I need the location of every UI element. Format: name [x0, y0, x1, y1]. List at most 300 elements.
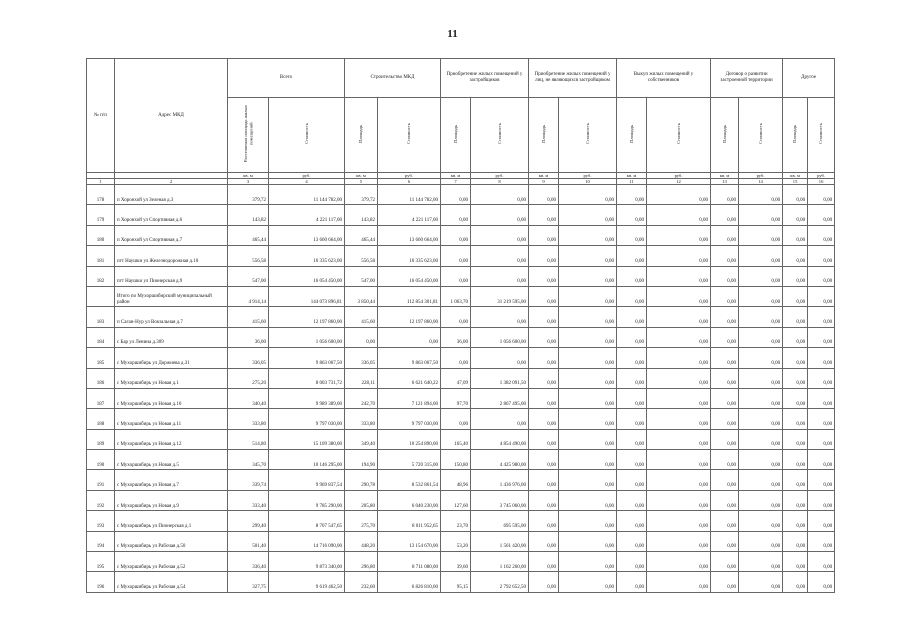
row-value: 0,00: [711, 572, 739, 592]
row-value: 336,40: [228, 552, 269, 572]
row-value: 0,00: [783, 327, 808, 347]
header-area: Площадь: [529, 98, 559, 173]
row-value: 0,00: [808, 185, 835, 205]
row-value: 4 221 117,00: [378, 205, 441, 225]
row-value: 0,00: [711, 327, 739, 347]
unit-cell: кв. м: [617, 173, 647, 179]
row-value: 0,00: [808, 490, 835, 510]
row-address: с Бар ул Ленина д.309: [115, 327, 228, 347]
table-row: [87, 450, 835, 470]
row-value: 0,00: [529, 409, 559, 429]
row-value: 0,00: [441, 307, 471, 327]
column-number: 9: [529, 179, 559, 185]
row-value: 0,00: [647, 511, 711, 531]
row-value: 0,00: [783, 552, 808, 572]
row-index: 185: [87, 348, 115, 368]
row-value: 0,00: [529, 388, 559, 408]
row-value: 336,05: [228, 348, 269, 368]
row-value: 0,00: [739, 307, 783, 327]
row-value: 0,00: [647, 307, 711, 327]
row-value: 23,70: [441, 511, 471, 531]
row-value: 194,90: [345, 450, 378, 470]
row-value: 0,00: [711, 286, 739, 306]
row-value: 0,00: [783, 450, 808, 470]
row-value: 0,00: [559, 205, 617, 225]
row-value: 0,00: [529, 225, 559, 245]
row-value: 0,00: [647, 409, 711, 429]
row-value: 0,00: [617, 246, 647, 266]
row-value: 1 162 260,00: [471, 552, 529, 572]
row-value: 0,00: [617, 307, 647, 327]
header-group-development-contract: Договор о развитии застроенной территории: [711, 59, 783, 98]
column-number: 11: [617, 179, 647, 185]
row-address: с Мухоршибирь ул Новая д.11: [115, 409, 228, 429]
row-value: 501,40: [228, 531, 269, 551]
row-value: 9 785 290,00: [269, 490, 345, 510]
row-value: 0,00: [617, 429, 647, 449]
row-value: 0,00: [529, 348, 559, 368]
table-row: [87, 409, 835, 429]
row-value: 299,40: [228, 511, 269, 531]
row-value: 39,60: [441, 552, 471, 572]
row-address: пгт Наушки ул Железнодорожная д.10: [115, 246, 228, 266]
row-value: 0,00: [529, 266, 559, 286]
table-row: [87, 388, 835, 408]
row-value: 1 063,70: [441, 286, 471, 306]
row-value: 0,00: [808, 286, 835, 306]
row-value: 0,00: [739, 246, 783, 266]
row-value: 0,00: [647, 246, 711, 266]
column-number: 14: [739, 179, 783, 185]
row-index: 181: [87, 246, 115, 266]
row-value: 0,00: [711, 429, 739, 449]
row-value: 0,00: [739, 409, 783, 429]
row-value: 0,00: [441, 185, 471, 205]
row-value: 0,00: [647, 205, 711, 225]
row-value: 0,00: [739, 225, 783, 245]
table-row: [87, 470, 835, 490]
header-area: Площадь: [783, 98, 808, 173]
row-index: 180: [87, 225, 115, 245]
row-value: 14 716 090,00: [269, 531, 345, 551]
row-value: 8 011 952,65: [378, 511, 441, 531]
row-value: 547,00: [345, 266, 378, 286]
row-index: 190: [87, 450, 115, 470]
row-value: 0,00: [471, 185, 529, 205]
row-value: 31 219 595,00: [471, 286, 529, 306]
row-value: 0,00: [471, 246, 529, 266]
row-address: с Мухоршибирь ул Рабочая д.50: [115, 531, 228, 551]
row-value: 0,00: [711, 307, 739, 327]
unit-cell: кв. м: [441, 173, 471, 179]
row-value: 205,80: [345, 490, 378, 510]
row-value: 8 707 547,65: [269, 511, 345, 531]
row-value: 0,00: [711, 490, 739, 510]
row-value: 4 854 490,00: [471, 429, 529, 449]
row-value: 0,00: [739, 450, 783, 470]
row-value: 0,00: [783, 205, 808, 225]
row-value: 0,00: [739, 327, 783, 347]
row-value: 333,80: [228, 409, 269, 429]
row-value: 556,58: [345, 246, 378, 266]
row-value: 0,00: [617, 205, 647, 225]
unit-cell: руб.: [647, 173, 711, 179]
column-number: 12: [647, 179, 711, 185]
row-value: 0,00: [739, 511, 783, 531]
unit-cell: кв. м: [783, 173, 808, 179]
table-row: [87, 429, 835, 449]
row-value: 0,00: [441, 266, 471, 286]
row-value: 6 826 810,00: [378, 572, 441, 592]
row-value: 0,00: [471, 307, 529, 327]
row-value: 0,00: [647, 327, 711, 347]
row-value: 0,00: [783, 531, 808, 551]
row-value: 10 146 295,00: [269, 450, 345, 470]
row-value: 1 056 600,00: [471, 327, 529, 347]
row-value: 0,00: [529, 511, 559, 531]
header-total-area: Расселяемая площадь жилых помещений: [228, 98, 269, 173]
row-value: 97,70: [441, 388, 471, 408]
row-value: 0,00: [617, 531, 647, 551]
row-value: 0,00: [808, 327, 835, 347]
row-address: с Мухоршибирь ул Пионерская д.1: [115, 511, 228, 531]
row-value: 0,00: [783, 511, 808, 531]
row-value: 0,00: [711, 348, 739, 368]
row-value: 0,00: [647, 286, 711, 306]
row-value: 465,44: [345, 225, 378, 245]
table-row: [87, 266, 835, 286]
row-value: 0,00: [739, 205, 783, 225]
row-value: 0,00: [647, 490, 711, 510]
row-value: 0,00: [808, 205, 835, 225]
row-value: 0,00: [647, 552, 711, 572]
table-row: [87, 511, 835, 531]
row-value: 290,78: [345, 470, 378, 490]
row-value: 16 054 450,00: [378, 266, 441, 286]
unit-cell: руб.: [471, 173, 529, 179]
row-value: 0,00: [711, 205, 739, 225]
row-value: 0,00: [739, 286, 783, 306]
row-value: 0,00: [647, 368, 711, 388]
row-value: 143,82: [345, 205, 378, 225]
row-value: 415,60: [228, 307, 269, 327]
unit-cell: кв. м: [228, 173, 269, 179]
row-index: 188: [87, 409, 115, 429]
row-value: 0,00: [711, 225, 739, 245]
row-value: 0,00: [783, 286, 808, 306]
unit-cell: руб.: [559, 173, 617, 179]
row-value: 349,40: [345, 429, 378, 449]
row-value: 0,00: [783, 490, 808, 510]
header-address: Адрес МКД: [115, 59, 228, 173]
row-value: 11 144 782,00: [269, 185, 345, 205]
row-value: 0,00: [808, 225, 835, 245]
row-value: 0,00: [739, 552, 783, 572]
table-row: [87, 531, 835, 551]
row-value: 0,00: [808, 307, 835, 327]
row-index: 178: [87, 185, 115, 205]
row-value: 0,00: [783, 388, 808, 408]
row-value: 0,00: [529, 286, 559, 306]
column-number: 6: [378, 179, 441, 185]
row-address: с Мухоршибирь ул Новая д.12: [115, 429, 228, 449]
row-value: 0,00: [739, 470, 783, 490]
header-row-groups: [87, 59, 835, 98]
row-value: 9 797 030,00: [378, 409, 441, 429]
header-group-developers: Приобретение жилых помещений у застройщиков: [441, 59, 529, 98]
row-address: п Хоронхой ул Спортивная д.7: [115, 225, 228, 245]
row-value: 242,70: [345, 388, 378, 408]
header-cost: Стоимость: [739, 98, 783, 173]
row-value: 144 073 896,81: [269, 286, 345, 306]
row-value: 0,00: [783, 225, 808, 245]
row-value: 0,00: [471, 225, 529, 245]
header-area: Площадь: [711, 98, 739, 173]
row-value: 0,00: [529, 368, 559, 388]
row-value: 0,00: [783, 307, 808, 327]
row-value: 0,00: [529, 429, 559, 449]
row-value: 0,00: [783, 348, 808, 368]
row-value: 0,00: [783, 266, 808, 286]
row-value: 0,00: [617, 511, 647, 531]
row-value: 0,00: [739, 429, 783, 449]
row-value: 0,00: [559, 511, 617, 531]
row-value: 0,00: [739, 572, 783, 592]
header-cost: Стоимость: [808, 98, 835, 173]
header-group-buyout: Выкуп жилых помещений у собственников: [617, 59, 711, 98]
row-value: 0,00: [529, 450, 559, 470]
row-value: 0,00: [647, 348, 711, 368]
row-value: 1 056 600,00: [269, 327, 345, 347]
row-value: 0,00: [739, 185, 783, 205]
row-index: 192: [87, 490, 115, 510]
row-value: 7 121 894,00: [378, 388, 441, 408]
row-address: п Саган-Нур ул Вокзальная д.7: [115, 307, 228, 327]
row-value: 514,80: [228, 429, 269, 449]
row-index: [87, 286, 115, 306]
row-value: 48,96: [441, 470, 471, 490]
row-value: 53,20: [441, 531, 471, 551]
column-number: 7: [441, 179, 471, 185]
row-value: 47,09: [441, 368, 471, 388]
row-value: 0,00: [711, 388, 739, 408]
row-value: 12 197 860,00: [378, 307, 441, 327]
page-number: 11: [447, 28, 458, 40]
row-value: 36,00: [228, 327, 269, 347]
row-value: 0,00: [529, 307, 559, 327]
table-row: [87, 205, 835, 225]
row-value: 547,00: [228, 266, 269, 286]
row-value: 232,60: [345, 572, 378, 592]
row-index: 179: [87, 205, 115, 225]
column-number: 16: [808, 179, 835, 185]
row-index: 194: [87, 531, 115, 551]
header-cost: Стоимость: [471, 98, 529, 173]
row-value: 0,00: [471, 348, 529, 368]
row-value: 415,60: [345, 307, 378, 327]
row-value: 2 867 495,00: [471, 388, 529, 408]
row-value: 336,05: [345, 348, 378, 368]
row-value: 0,00: [617, 185, 647, 205]
row-value: 10 254 890,00: [378, 429, 441, 449]
row-value: 0,00: [783, 368, 808, 388]
row-value: 8 532 861,54: [378, 470, 441, 490]
row-value: 0,00: [529, 490, 559, 510]
row-value: 327,75: [228, 572, 269, 592]
row-value: 8 003 731,72: [269, 368, 345, 388]
row-value: 4 425 980,00: [471, 450, 529, 470]
column-number: 2: [115, 179, 228, 185]
row-value: 0,00: [378, 327, 441, 347]
row-index: 184: [87, 327, 115, 347]
row-value: 0,00: [529, 572, 559, 592]
row-value: 9 863 067,50: [378, 348, 441, 368]
row-value: 0,00: [808, 511, 835, 531]
table-row: [87, 246, 835, 266]
row-value: 0,00: [617, 450, 647, 470]
column-number: 10: [559, 179, 617, 185]
row-value: 339,74: [228, 470, 269, 490]
row-value: 0,00: [617, 348, 647, 368]
row-value: 4 914,14: [228, 286, 269, 306]
row-value: 8 711 080,00: [378, 552, 441, 572]
row-value: 112 854 301,81: [378, 286, 441, 306]
row-value: 556,58: [228, 246, 269, 266]
row-value: 0,00: [441, 225, 471, 245]
table-row: [87, 490, 835, 510]
row-value: 0,00: [559, 388, 617, 408]
row-index: 191: [87, 470, 115, 490]
row-value: 0,00: [617, 368, 647, 388]
row-value: 9 619 462,50: [269, 572, 345, 592]
row-value: 0,00: [471, 205, 529, 225]
row-value: 0,00: [711, 185, 739, 205]
row-value: 0,00: [559, 470, 617, 490]
unit-cell: руб.: [378, 173, 441, 179]
row-value: 296,80: [345, 552, 378, 572]
row-value: 0,00: [617, 225, 647, 245]
row-value: 5 720 315,00: [378, 450, 441, 470]
header-cost: Стоимость: [647, 98, 711, 173]
header-group-construction: Строительство МКД: [345, 59, 441, 98]
row-value: 0,00: [441, 246, 471, 266]
row-value: 0,00: [617, 490, 647, 510]
row-value: 275,70: [345, 511, 378, 531]
row-value: 9 873 340,00: [269, 552, 345, 572]
row-address: с Мухоршибирь ул Новая д.7: [115, 470, 228, 490]
row-index: 186: [87, 368, 115, 388]
row-value: 0,00: [808, 388, 835, 408]
table-row: [87, 572, 835, 592]
row-index: 196: [87, 572, 115, 592]
row-value: 0,00: [559, 286, 617, 306]
row-value: 0,00: [559, 327, 617, 347]
row-value: 9 863 067,50: [269, 348, 345, 368]
row-value: 0,00: [529, 246, 559, 266]
row-value: 6 040 230,00: [378, 490, 441, 510]
header-group-other: Другое: [783, 59, 835, 98]
header-area: Площадь: [617, 98, 647, 173]
row-value: 0,00: [808, 552, 835, 572]
row-value: 9 989 389,00: [269, 388, 345, 408]
table-row: [87, 307, 835, 327]
row-value: 0,00: [529, 531, 559, 551]
row-value: 695 595,00: [471, 511, 529, 531]
row-value: 36,00: [441, 327, 471, 347]
row-value: 0,00: [617, 286, 647, 306]
row-index: 189: [87, 429, 115, 449]
row-value: 0,00: [808, 531, 835, 551]
unit-cell: руб.: [739, 173, 783, 179]
row-value: 333,40: [228, 490, 269, 510]
row-value: 0,00: [808, 470, 835, 490]
row-value: 1 382 091,50: [471, 368, 529, 388]
row-value: 3 745 060,00: [471, 490, 529, 510]
row-value: 0,00: [471, 266, 529, 286]
row-address: с Мухоршибирь ул Рабочая д.54: [115, 572, 228, 592]
row-value: 0,00: [441, 205, 471, 225]
row-value: 0,00: [345, 327, 378, 347]
row-value: 0,00: [529, 470, 559, 490]
row-value: 9 969 837,54: [269, 470, 345, 490]
row-value: 0,00: [783, 185, 808, 205]
unit-cell: кв. м: [345, 173, 378, 179]
row-value: 1 561 420,00: [471, 531, 529, 551]
row-value: 0,00: [711, 511, 739, 531]
column-number: 3: [228, 179, 269, 185]
header-index: № п/п: [87, 59, 115, 173]
row-index: 183: [87, 307, 115, 327]
row-value: 0,00: [617, 388, 647, 408]
row-value: 0,00: [711, 470, 739, 490]
column-number: 13: [711, 179, 739, 185]
row-value: 0,00: [808, 348, 835, 368]
row-value: 0,00: [808, 368, 835, 388]
row-value: 143,82: [228, 205, 269, 225]
row-value: 13 154 670,00: [378, 531, 441, 551]
row-value: 0,00: [559, 490, 617, 510]
row-value: 0,00: [647, 185, 711, 205]
row-value: 345,70: [228, 450, 269, 470]
table-row: [87, 327, 835, 347]
row-value: 16 335 623,00: [378, 246, 441, 266]
row-value: 0,00: [559, 348, 617, 368]
table-row: [87, 185, 835, 205]
header-cost: Стоимость: [269, 98, 345, 173]
row-value: 379,72: [345, 185, 378, 205]
table-row: [87, 348, 835, 368]
row-value: 0,00: [647, 572, 711, 592]
row-value: 12 197 860,00: [269, 307, 345, 327]
row-value: 0,00: [647, 531, 711, 551]
row-value: 2 792 652,50: [471, 572, 529, 592]
row-value: 16 335 623,00: [269, 246, 345, 266]
unit-cell: руб.: [269, 173, 345, 179]
row-value: 340,40: [228, 388, 269, 408]
header-group-total: Всего: [228, 59, 345, 98]
header-cost: Стоимость: [559, 98, 617, 173]
row-value: 0,00: [617, 266, 647, 286]
table-row: [87, 552, 835, 572]
row-value: 16 054 450,00: [269, 266, 345, 286]
header-area: Площадь: [441, 98, 471, 173]
row-value: 0,00: [559, 368, 617, 388]
row-value: 0,00: [739, 266, 783, 286]
row-value: 275,20: [228, 368, 269, 388]
row-value: 0,00: [617, 409, 647, 429]
row-value: 0,00: [559, 246, 617, 266]
column-number: 5: [345, 179, 378, 185]
